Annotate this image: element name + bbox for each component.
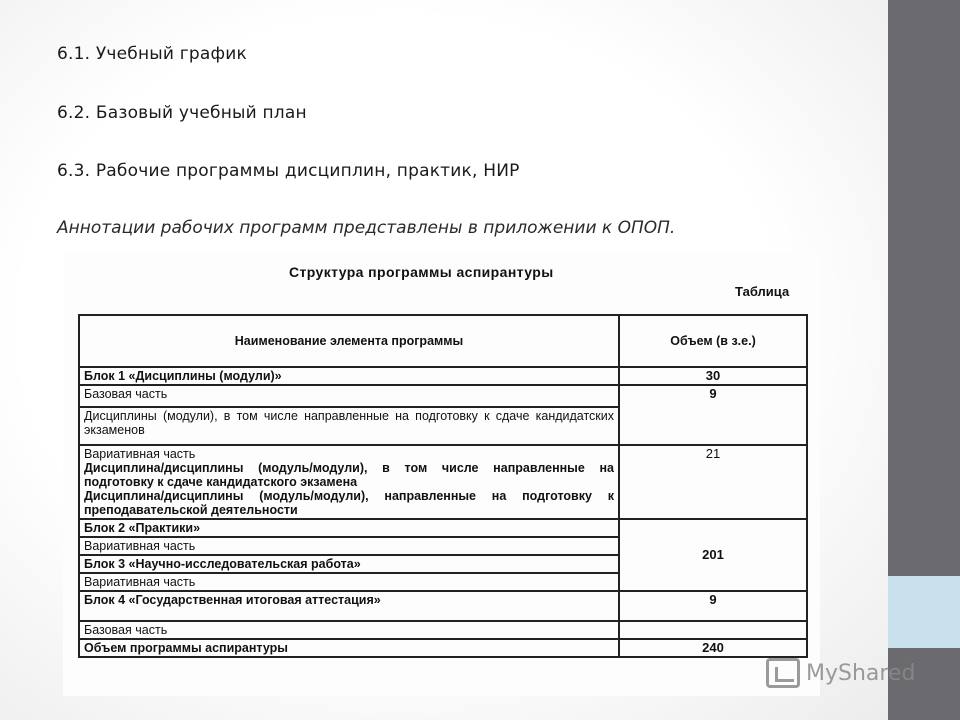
- row-volume: 30: [619, 367, 807, 385]
- row-name: Блок 1 «Дисциплины (модули)»: [79, 367, 619, 385]
- row-volume: 240: [619, 639, 807, 657]
- row-volume: 21: [619, 445, 807, 519]
- row-name: Объем программы аспирантуры: [79, 639, 619, 657]
- table-row: [79, 591, 807, 621]
- side-accent: [888, 576, 960, 648]
- row-name: Дисциплины (модули), в том числе направленные на подготовку к сдаче кандидатских экзаменов: [79, 407, 619, 445]
- table-row: [79, 519, 807, 537]
- myshared-logo-icon: [766, 658, 800, 688]
- heading-programs: 6.3. Рабочие программы дисциплин, практик, НИР: [57, 161, 520, 181]
- row-subtitle: Вариативная часть: [84, 447, 196, 461]
- row-name: Блок 4 «Государственная итоговая аттестация»: [79, 591, 619, 621]
- table-header-row: [79, 315, 807, 367]
- row-name: Вариативная часть: [79, 573, 619, 591]
- watermark: [766, 658, 915, 688]
- row-name: Блок 3 «Научно-исследовательская работа»: [79, 555, 619, 573]
- row-name: Базовая часть: [79, 621, 619, 639]
- row-volume: 9: [619, 591, 807, 621]
- table-row: [79, 385, 807, 407]
- row-detail: Дисциплина/дисциплины (модуль/модули), направленные на подготовку к преподавательской деятельности: [84, 489, 614, 517]
- row-volume: 201: [619, 519, 807, 591]
- scan-title: Структура программы аспирантуры: [289, 264, 554, 280]
- program-structure-table: [78, 314, 808, 658]
- header-name: Наименование элемента программы: [79, 315, 619, 367]
- header-volume: Объем (в з.е.): [619, 315, 807, 367]
- table-row: [79, 367, 807, 385]
- row-detail: Дисциплина/дисциплины (модуль/модули), в том числе направленные на подготовку к сдаче кандидатского экзамена: [84, 461, 614, 489]
- scan-caption: Таблица: [735, 284, 790, 299]
- row-volume: 9: [619, 385, 807, 445]
- row-name: Блок 2 «Практики»: [79, 519, 619, 537]
- table-row: [79, 639, 807, 657]
- row-name: [79, 445, 619, 519]
- annotation-note: Аннотации рабочих программ представлены в приложении к ОПОП.: [57, 218, 676, 238]
- row-volume: [619, 621, 807, 639]
- row-name: Базовая часть: [79, 385, 619, 407]
- scanned-table-image: [63, 252, 820, 696]
- heading-curriculum: 6.2. Базовый учебный план: [57, 103, 307, 123]
- table-row: [79, 445, 807, 519]
- row-name: Вариативная часть: [79, 537, 619, 555]
- watermark-text: MyShared: [806, 660, 916, 686]
- heading-schedule: 6.1. Учебный график: [57, 44, 247, 64]
- table-row: [79, 621, 807, 639]
